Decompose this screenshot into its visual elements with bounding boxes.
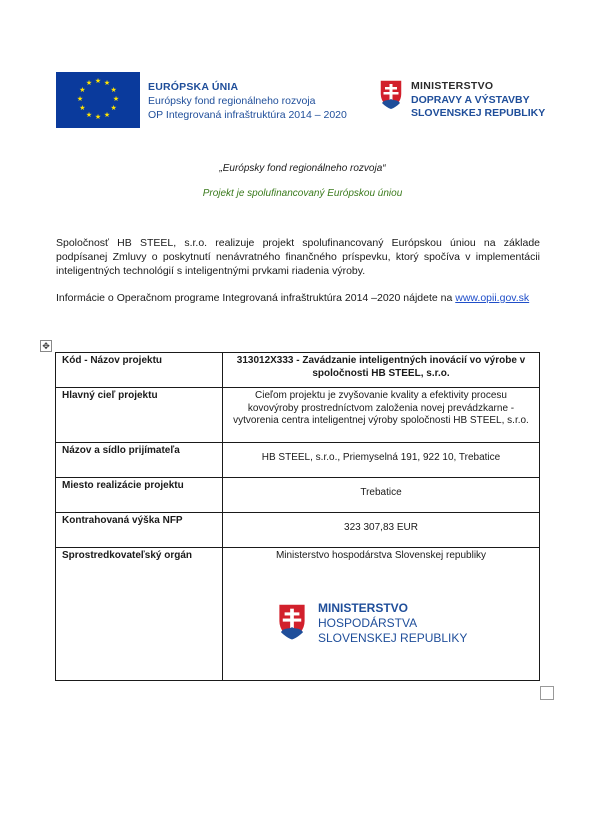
eu-line1: EURÓPSKA ÚNIA: [148, 81, 239, 93]
row-value: [223, 478, 540, 513]
table-row: [56, 548, 540, 681]
table-row: [56, 388, 540, 443]
eu-logo-text: [148, 80, 347, 122]
table-row: [56, 443, 540, 478]
fund-title: „Európsky fond regionálneho rozvoja“: [219, 163, 386, 174]
row-value-text: Trebatice: [360, 487, 402, 498]
eu-flag-logo: [56, 72, 140, 128]
eu-line2: Európsky fond regionálneho rozvoja: [148, 95, 316, 107]
table-row: [56, 513, 540, 548]
eu-star-icon: ★: [79, 87, 86, 94]
row-key: Názov a sídlo prijímateľa: [56, 443, 223, 478]
row-key: Sprostredkovateľský orgán: [56, 548, 223, 681]
row-value: Cieľom projektu je zvyšovanie kvality a efektivity procesu kovovýroby prostredníctvom založenia novej prevádzkarne - vytvorenia centra inteligentnej výroby spoločnosti HB STEEL, s.r.o.: [223, 388, 540, 443]
eu-star-icon: ★: [85, 111, 93, 119]
row-key: Miesto realizácie projektu: [56, 478, 223, 513]
eu-star-icon: ★: [110, 87, 117, 94]
ministry-line3: SLOVENSKEJ REPUBLIKY: [411, 107, 546, 119]
eu-star-icon: ★: [110, 105, 117, 112]
ministry-line1: MINISTERSTVO: [411, 80, 494, 92]
row-key: Hlavný cieľ projektu: [56, 388, 223, 443]
row-value-text: 323 307,83 EUR: [344, 522, 418, 533]
mhsr-line3: SLOVENSKEJ REPUBLIKY: [318, 630, 468, 645]
eu-star-icon: ★: [103, 80, 111, 88]
row-value: [223, 548, 540, 681]
row-value: 313012X333 - Zavádzanie inteligentných inovácií vo výrobe v spoločnosti HB STEEL, s.r.o.: [223, 353, 540, 388]
row-value: [223, 513, 540, 548]
row-value-text: Ministerstvo hospodárstva Slovenskej republiky: [275, 550, 487, 561]
eu-star-icon: ★: [94, 78, 102, 85]
opii-link[interactable]: www.opii.gov.sk: [455, 292, 530, 304]
eu-star-icon: ★: [94, 114, 102, 121]
row-value-text: HB STEEL, s.r.o., Priemyselná 191, 922 10, Trebatice: [261, 452, 501, 463]
row-key: Kontrahovaná výška NFP: [56, 513, 223, 548]
table-resize-handle[interactable]: [540, 686, 554, 700]
slovak-coat-of-arms-icon: [276, 601, 308, 641]
intro-paragraph: Spoločnosť HB STEEL, s.r.o. realizuje projekt spolufinancovaný Európskou úniou na základe podpísanej Zmluvy o poskytnutí nenávratného finančného príspevku, ktorý spočíva v implementácii inteligentných technológií s inteligentnými prvkami riadenia výroby.: [56, 237, 540, 277]
ministry-transport-text: [411, 80, 545, 121]
mhsr-line1: MINISTERSTVO: [318, 600, 409, 615]
eu-star-icon: ★: [76, 96, 84, 103]
eu-star-icon: ★: [85, 80, 93, 88]
eu-star-icon: ★: [103, 111, 111, 119]
table-move-handle-icon[interactable]: ✥: [40, 340, 52, 352]
mhsr-line2: HOSPODÁRSTVA: [318, 615, 418, 630]
info-paragraph: [56, 291, 540, 305]
ministry-line2: DOPRAVY A VÝSTAVBY: [411, 93, 530, 106]
eu-star-icon: ★: [79, 105, 86, 112]
slovak-coat-of-arms-icon: [378, 78, 404, 115]
eu-star-icon: ★: [112, 96, 120, 103]
cofinanced-note: Projekt je spolufinancovaný Európskou úniou: [202, 188, 403, 199]
eu-line3: OP Integrovaná infraštruktúra 2014 – 2020: [148, 109, 347, 121]
project-info-table: [55, 352, 540, 681]
table-row: [56, 353, 540, 388]
row-key: Kód - Názov projektu: [56, 353, 223, 388]
table-row: [56, 478, 540, 513]
ministry-economy-text: [318, 601, 467, 646]
ministry-economy-logo: [276, 597, 486, 653]
info-text: Informácie o Operačnom programe Integrovaná infraštruktúra 2014 –2020 nájdete na: [56, 292, 453, 304]
row-value: [223, 443, 540, 478]
